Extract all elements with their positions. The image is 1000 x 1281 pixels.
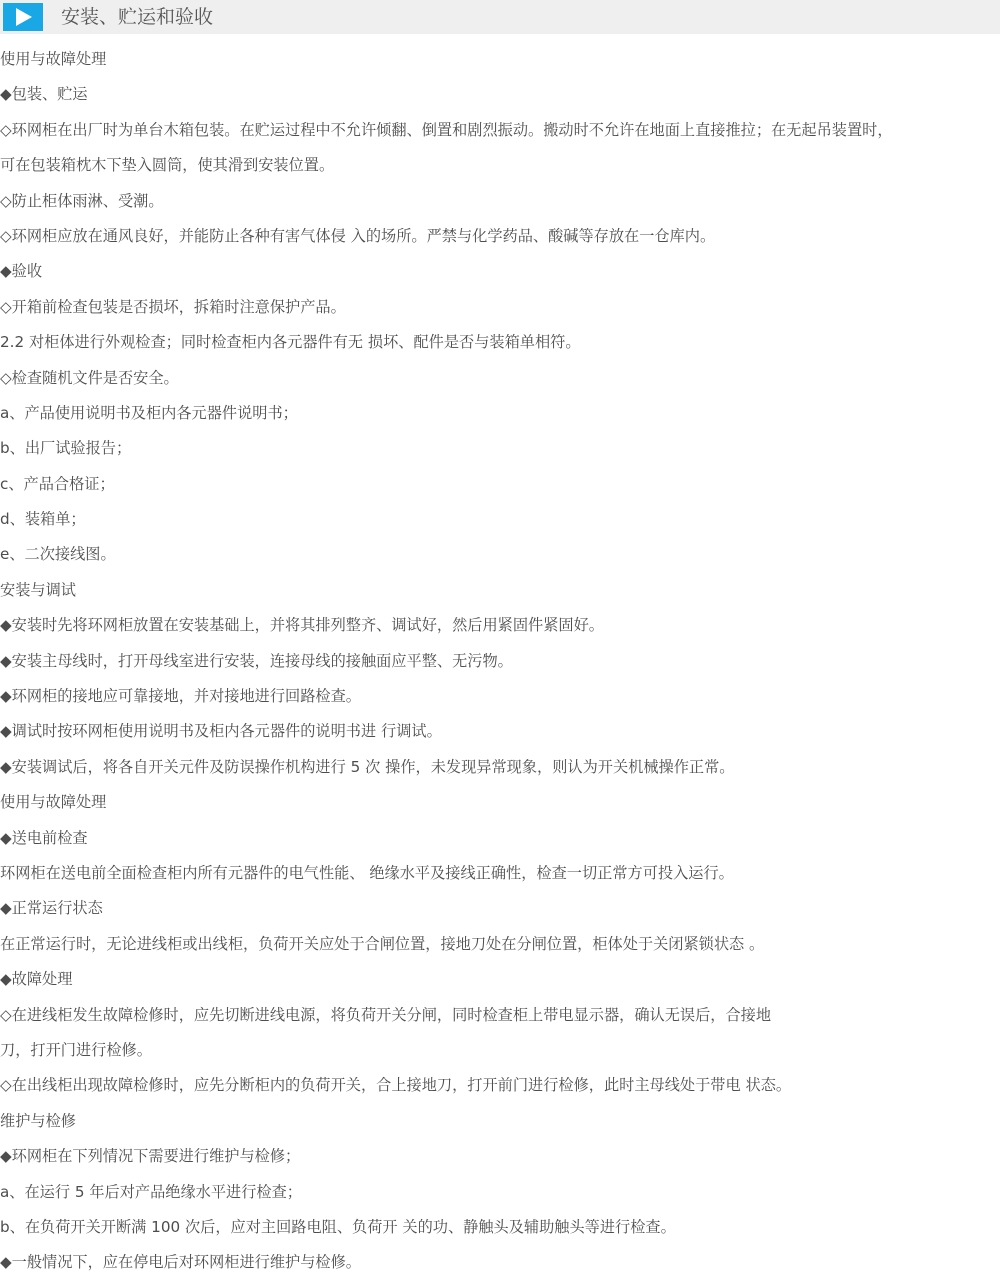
text-line: ◆正常运行状态 (0, 899, 103, 918)
text-line: ◆调试时按环网柜使用说明书及柜内各元器件的说明书进 行调试。 (0, 722, 442, 741)
text-line: 环网柜在送电前全面检查柜内所有元器件的电气性能、 绝缘水平及接线正确性，检查一切正常方可投入运行。 (0, 863, 734, 882)
text-line: 使用与故障处理 (0, 50, 107, 68)
text-line: 维护与检修 (0, 1111, 76, 1130)
section-title: 安装、贮运和验收 (61, 6, 214, 28)
text-line: ◇环网柜在出厂时为单台木箱包装。在贮运过程中不允许倾翻、倒置和剧烈振动。搬动时不允许在地面上直接推拉；在无起吊装置时， (0, 120, 893, 139)
text-line: b、在负荷开关开断满 100 次后，应对主回路电阻、负荷开 关的功、静触头及辅助触头等进行检查。 (0, 1217, 676, 1236)
text-line: ◆一般情况下，应在停电后对环网柜进行维护与检修。 (0, 1253, 361, 1272)
text-line: ◇开箱前检查包装是否损坏，拆箱时注意保护产品。 (0, 297, 346, 316)
section-header (0, 0, 1000, 34)
text-line: ◆故障处理 (0, 970, 73, 989)
text-line: ◇防止柜体雨淋、受潮。 (0, 191, 164, 210)
text-line: c、产品合格证； (0, 474, 115, 493)
text-line: ◆环网柜在下列情况下需要进行维护与检修； (0, 1147, 301, 1166)
text-line: ◆安装时先将环网柜放置在安装基础上，并将其排列整齐、调试好，然后用紧固件紧固好。 (0, 616, 604, 635)
text-line: 安装与调试 (0, 580, 76, 599)
text-line: d、装箱单； (0, 510, 86, 529)
play-icon (3, 3, 43, 31)
text-line: a、产品使用说明书及柜内各元器件说明书； (0, 403, 298, 422)
document-body (0, 42, 1000, 1281)
text-line: ◇环网柜应放在通风良好，并能防止各种有害气体侵 入的场所。严禁与化学药品、酸碱等存放在一仓库内。 (0, 226, 716, 245)
text-line: ◆安装主母线时，打开母线室进行安装，连接母线的接触面应平整、无污物。 (0, 651, 513, 670)
text-line: ◇在进线柜发生故障检修时，应先切断进线电源，将负荷开关分闸，同时检查柜上带电显示器，确认无误后，合接地 (0, 1005, 772, 1024)
text-line: b、出厂试验报告； (0, 439, 132, 458)
text-line: ◇在出线柜出现故障检修时，应先分断柜内的负荷开关，合上接地刀，打开前门进行检修，此时主母线处于带电 状态。 (0, 1076, 792, 1095)
text-line: 刀，打开门进行检修。 (0, 1040, 152, 1059)
text-line: 使用与故障处理 (0, 793, 107, 812)
text-line: 2.2 对柜体进行外观检查；同时检查柜内各元器件有无 损坏、配件是否与装箱单相符。 (0, 333, 581, 352)
text-line: 在正常运行时，无论进线柜或出线柜，负荷开关应处于合闸位置，接地刀处在分闸位置，柜体处于关闭紧锁状态 。 (0, 934, 765, 953)
text-line: ◆包装、贮运 (0, 85, 88, 104)
text-line: 可在包装箱枕木下垫入圆筒，使其滑到安装位置。 (0, 156, 335, 175)
text-line: a、在运行 5 年后对产品绝缘水平进行检查； (0, 1182, 302, 1201)
text-line: ◇检查随机文件是否安全。 (0, 368, 179, 387)
text-line: ◆安装调试后，将各自开关元件及防误操作机构进行 5 次 操作，未发现异常现象，则认为开关机械操作正常。 (0, 757, 735, 776)
text-line: e、二次接线图。 (0, 545, 116, 564)
text-line: ◆验收 (0, 262, 43, 281)
text-line: ◆环网柜的接地应可靠接地，并对接地进行回路检查。 (0, 687, 361, 706)
text-line: ◆送电前检查 (0, 828, 88, 847)
